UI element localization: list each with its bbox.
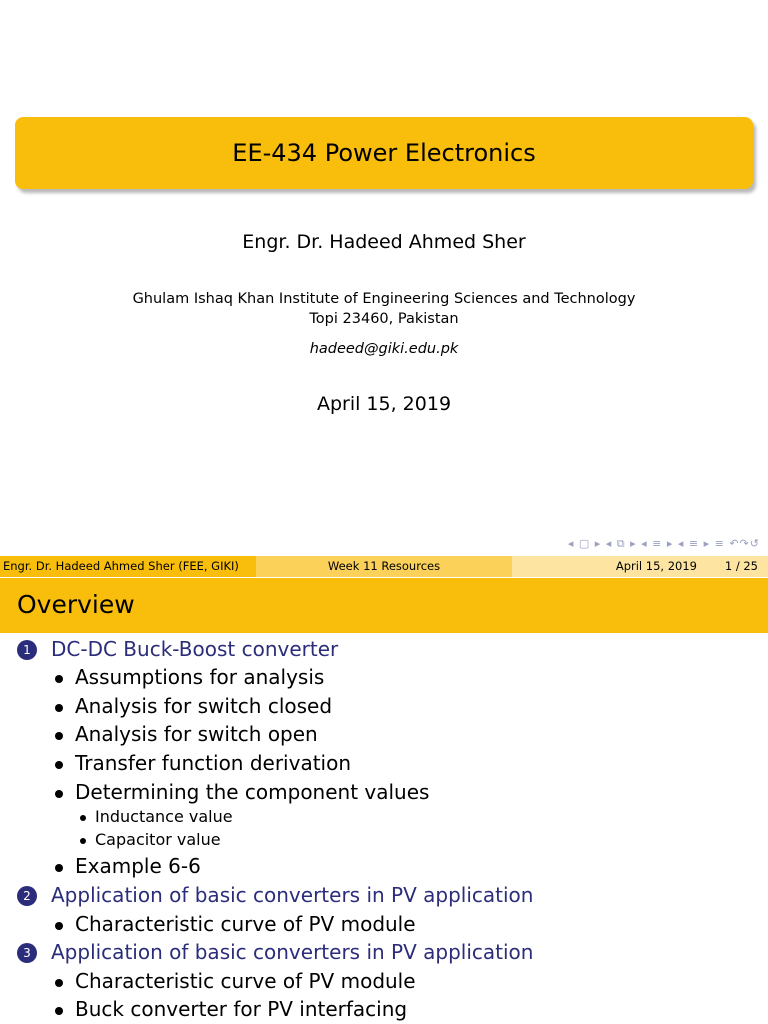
author-name: Engr. Dr. Hadeed Ahmed Sher xyxy=(242,231,526,253)
bullet-icon xyxy=(80,815,86,821)
bullet-icon xyxy=(55,761,63,769)
section-number-icon: 3 xyxy=(17,943,37,963)
title-box xyxy=(15,117,753,189)
section-number-icon: 2 xyxy=(17,886,37,906)
bullet-icon xyxy=(80,838,86,844)
bullet-icon xyxy=(55,732,63,740)
institute xyxy=(0,289,768,329)
beamer-navigation-icons[interactable]: ◂ ▢ ▸ ◂ ⧉ ▸ ◂ ≡ ▸ ◂ ≡ ▸ ≡ ↶↷↺ xyxy=(567,537,760,550)
bullet-icon xyxy=(55,922,63,930)
subsection-title: Buck converter for PV interfacing xyxy=(75,997,408,1021)
subsubsection-title: Inductance value xyxy=(95,807,233,826)
section-number-icon: 1 xyxy=(17,640,37,660)
footer-page-number: 1 / 25 xyxy=(724,559,758,573)
footer-date: April 15, 2019 xyxy=(615,559,697,573)
institute-line-2: Topi 23460, Pakistan xyxy=(309,311,459,327)
bullet-icon xyxy=(55,675,63,683)
bullet-icon xyxy=(55,979,63,987)
overview-title: Overview xyxy=(17,590,135,619)
presentation-date: April 15, 2019 xyxy=(316,393,452,415)
bullet-icon xyxy=(55,704,63,712)
overview-header xyxy=(0,578,768,633)
section-title: Application of basic converters in PV application xyxy=(51,883,534,907)
subsection-title: Characteristic curve of PV module xyxy=(75,969,416,993)
subsubsection-title: Capacitor value xyxy=(95,830,221,849)
footer-topic: Week 11 Resources xyxy=(256,556,512,577)
subsection-title: Transfer function derivation xyxy=(75,751,352,775)
footer-author: Engr. Dr. Hadeed Ahmed Sher (FEE, GIKI) xyxy=(0,556,256,577)
subsection-title: Analysis for switch closed xyxy=(75,694,333,718)
overview-slide xyxy=(0,578,768,1024)
footer-right xyxy=(512,556,768,577)
bullet-icon xyxy=(55,1007,63,1015)
section-title: DC-DC Buck-Boost converter xyxy=(51,637,339,661)
subsection-title: Analysis for switch open xyxy=(75,722,318,746)
author-email: hadeed@giki.edu.pk xyxy=(309,341,459,357)
subsection-title: Characteristic curve of PV module xyxy=(75,912,416,936)
subsection-title: Example 6-6 xyxy=(75,854,201,878)
subsection-title: Determining the component values xyxy=(75,780,430,804)
institute-line-1: Ghulam Ishaq Khan Institute of Engineering Sciences and Technology xyxy=(132,291,636,307)
slide-title: EE-434 Power Electronics xyxy=(232,139,536,167)
bullet-icon xyxy=(55,864,63,872)
subsection-title: Assumptions for analysis xyxy=(75,665,325,689)
section-title: Application of basic converters in PV application xyxy=(51,940,534,964)
slide-footer xyxy=(0,556,768,577)
bullet-icon xyxy=(55,790,63,798)
